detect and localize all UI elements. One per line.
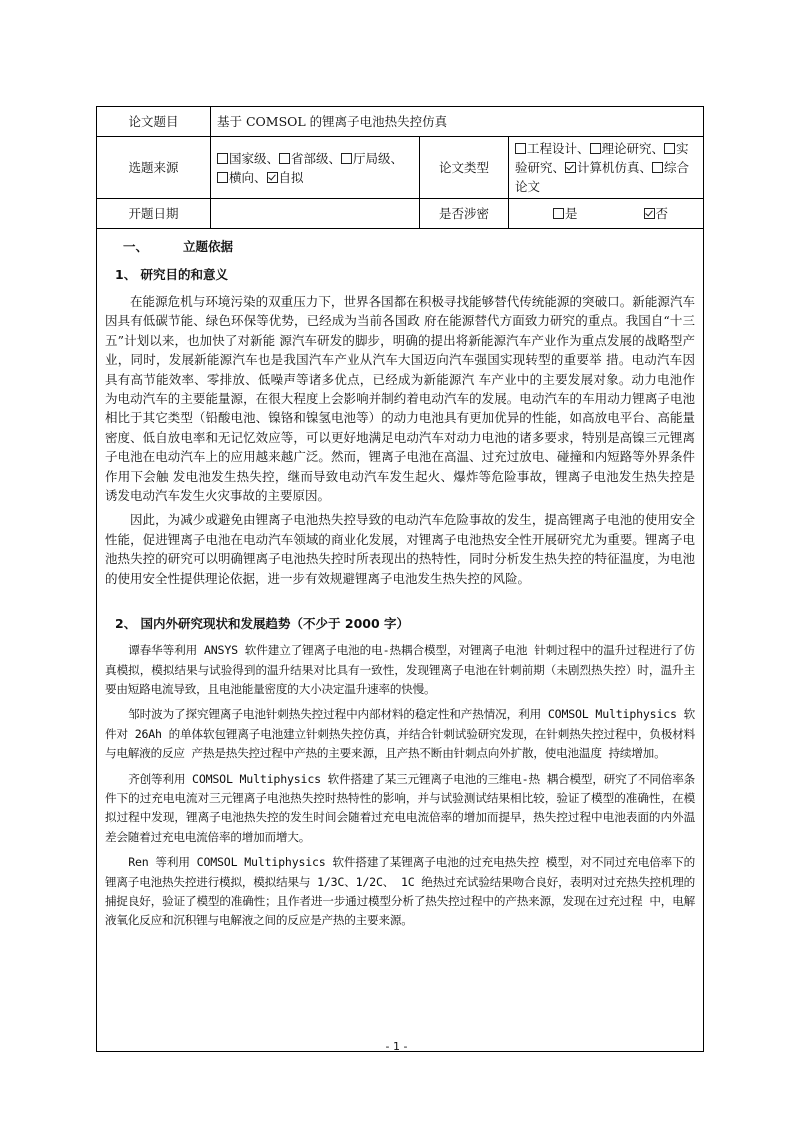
checkbox-icon	[279, 153, 290, 164]
proposal-form-table	[96, 106, 704, 1052]
type-option-comprehensive[interactable]: 综合论文	[515, 160, 690, 194]
secret-options	[509, 199, 704, 229]
document-page	[96, 106, 703, 1052]
paragraph: 因此，为减少或避免由锂离子电池热失控导致的电动汽车危险事故的发生，提高锂离子电池的使用安全性能，促进锂离子电池在电动汽车领域的商业化发展，对锂离子电池热安全性开展研究尤为重要。锂离子电池热失控的研究可以明确锂离子电池热失控时所表现出的热特性，同时分析发生热失控的特征温度，为电池的使用安全性提供理论依据，进一步有效规避锂离子电池发生热失控的风险。	[105, 512, 696, 586]
type-label: 论文类型	[420, 137, 509, 199]
checkbox-icon	[341, 153, 352, 164]
type-option-simulation[interactable]: 计算机仿真、	[565, 160, 652, 175]
page-number: - 1 -	[385, 1040, 408, 1053]
type-option-theory[interactable]: 理论研究、	[590, 141, 665, 156]
section-heading: 一、 立题依据	[123, 239, 234, 254]
secret-option-no[interactable]: 否	[644, 206, 669, 221]
checked-checkbox-icon	[267, 172, 278, 183]
secret-option-yes[interactable]: 是	[553, 206, 578, 221]
paragraph: 谭春华等利用 ANSYS 软件建立了锂离子电池的电-热耦合模型，对锂离子电池 针刺过程中的温升过程进行了仿真模拟，模拟结果与试验得到的温升结果对比具有一致性，发现锂离子电池在针刺前期（未剧烈热失控）时，温升主要由短路电流导致，且电池能量密度的大小决定温升速率的快慢。	[105, 643, 696, 696]
type-options	[509, 137, 704, 199]
checked-checkbox-icon	[565, 162, 576, 173]
paragraph: Ren 等利用 COMSOL Multiphysics 软件搭建了某锂离子电池的过充电热失控 模型，对不同过充电倍率下的锂离子电池热失控进行模拟，模拟结果与 1/3C、1/2C、 1C 绝热过充试验结果吻合良好，表明对过充热失控机理的捕捉良好，验证了模型的准确性；且作者进一步通过模型分析了热失控过程中的产热来源，发现在过充过程 中，电解液氧化反应和沉积锂与电解液之间的反应是产热的主要来源。	[105, 855, 696, 928]
checkbox-icon	[590, 143, 601, 154]
start-date-label: 开题日期	[97, 199, 211, 229]
source-option-horizontal[interactable]: 横向、	[217, 170, 267, 185]
checkbox-icon	[553, 208, 564, 219]
paragraph: 邹时波为了探究锂离子电池针刺热失控过程中内部材料的稳定性和产热情况，利用 COMSOL Multiphysics 软件对 26Ah 的单体软包锂离子电池建立针刺热失控仿真，并结合针刺试验研究发现，在针刺热失控过程中，负极材料与电解液的反应 产热是热失控过程中产热的主要来源，且产热不断由针刺点向外扩散，使电池温度 持续增加。	[105, 707, 696, 761]
paragraph: 齐创等利用 COMSOL Multiphysics 软件搭建了某三元锂离子电池的三维电-热 耦合模型，研究了不同倍率条件下的过充电电流对三元锂离子电池热失控时热特性的影响，并与试验测试结果相比较，验证了模型的准确性，在模拟过程中发现，锂离子电池热失控的发生时间会随着过充电电流倍率的增加而提早，热失控过程中电池表面的内外温差会随着过充电电流倍率的增加而增大。	[105, 771, 696, 844]
type-option-engineering[interactable]: 工程设计、	[515, 141, 590, 156]
source-label: 选题来源	[97, 137, 211, 199]
source-option-provincial[interactable]: 省部级、	[279, 151, 341, 166]
type-option-experiment[interactable]: 实验研究、	[515, 141, 689, 175]
checkbox-icon	[217, 153, 228, 164]
paragraph: 在能源危机与环境污染的双重压力下，世界各国都在积极寻找能够替代传统能源的突破口。新能源汽车因具有低碳节能、绿色环保等优势，已经成为当前各国政 府在能源替代方面致力研究的重点。我国自“十三五”计划以来，也加快了对新能 源汽车研发的脚步，明确的提出将新能源汽车产业作为重点发展的战略型产业，同时，发展新能源汽车也是我国汽车产业从汽车大国迈向汽车强国实现转型的重要举 措。电动汽车因具有高节能效率、零排放、低噪声等诸多优点，已经成为新能源汽 车产业中的主要发展对象。动力电池作为电动汽车的主要能量源，在很大程度上会影响并制约着电动汽车的发展。电动汽车的车用动力锂离子电池相比于其它类型（铅酸电池、镍铬和镍氢电池等）的动力电池具有更加优异的性能，如高放电平台、高能量密度、低自放电率和无记忆效应等，可以更好地满足电动汽车对动力电池的诸多要求，特别是高镍三元锂离子电池在电动汽车上的应用越来越广泛。然而，锂离子电池在高温、过充过放电、碰撞和内短路等外界条件作用下会触 发电池发生热失控，继而导致电动汽车发生起火、爆炸等危险事故，锂离子电池发生热失控是诱发电动汽车发生火灾事故的主要原因。	[105, 294, 696, 504]
checkbox-icon	[217, 172, 228, 183]
checkbox-icon	[515, 143, 526, 154]
thesis-title-label: 论文题目	[97, 107, 211, 137]
proposal-body	[97, 229, 704, 1052]
subsection-heading-status: 2、 国内外研究现状和发展趋势（不少于 2000 字）	[115, 616, 410, 632]
source-option-national[interactable]: 国家级、	[217, 151, 279, 166]
start-date-value[interactable]	[211, 199, 420, 229]
source-options	[211, 137, 420, 199]
source-option-self[interactable]: 自拟	[267, 170, 304, 185]
secret-label: 是否涉密	[420, 199, 509, 229]
source-option-bureau[interactable]: 厅局级、	[341, 151, 403, 166]
subsection-heading-purpose: 1、 研究目的和意义	[115, 267, 229, 282]
checked-checkbox-icon	[644, 208, 655, 219]
checkbox-icon	[664, 143, 675, 154]
checkbox-icon	[652, 162, 663, 173]
thesis-title-value: 基于 COMSOL 的锂离子电池热失控仿真	[211, 107, 704, 137]
